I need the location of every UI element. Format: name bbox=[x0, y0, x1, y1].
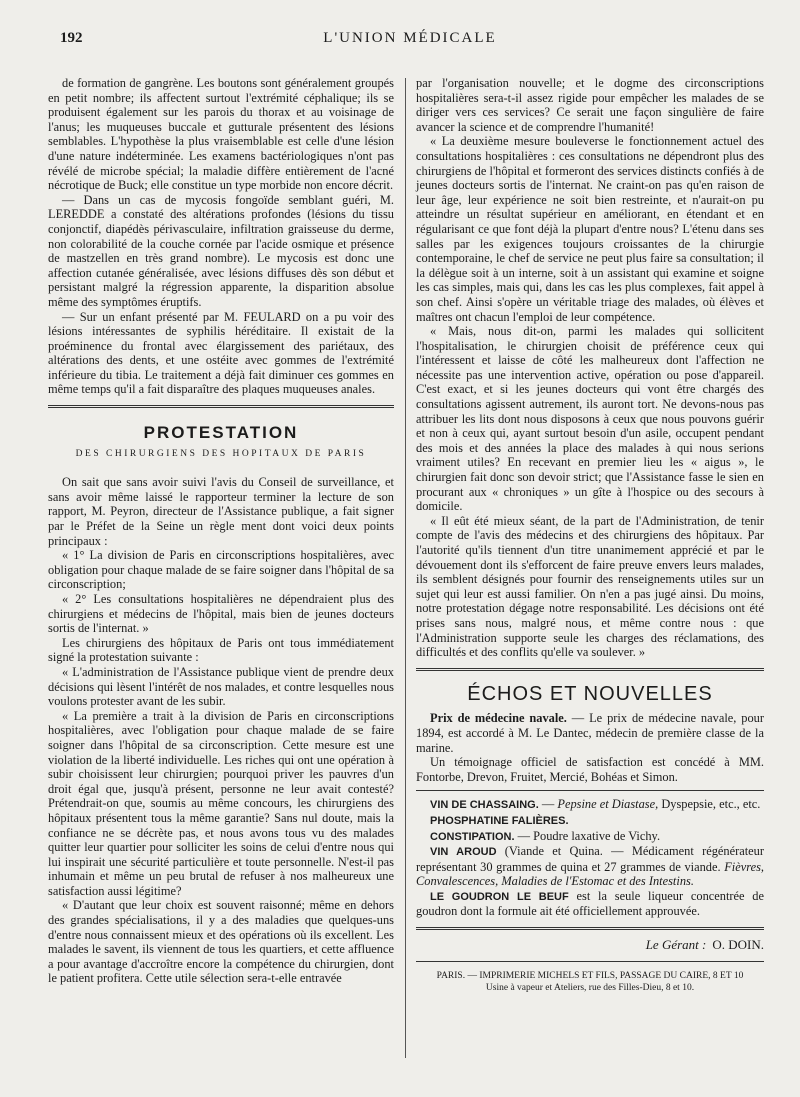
advert-italic: Fièvres, Convalescences, Maladies de l'Estomac et des Intestins. bbox=[416, 859, 764, 889]
advert bbox=[416, 813, 764, 829]
section-divider bbox=[416, 668, 764, 671]
printer-line: Usine à vapeur et Ateliers, rue des Filles-Dieu, 8 et 10. bbox=[485, 982, 695, 993]
article-paragraph: de formation de gangrène. Les boutons sont généralement groupés en petit nombre; ils affectent surtout l'extrémité céphalique; ils se produisent également sur les parois du thorax et au voisinage de l'anus; les muqueuses buccale et gutturale présentent des lésions semblables. L'hypothèse la plus vraisemblable est celle d'une lésion d'une nature indéterminée. Les examens bactériologiques n'ont pas révélé de microbe spécial; la maladie diffère entièrement de l'acné nécrotique de Buck; elle constitue un type morbide non encore décrit. bbox=[48, 76, 394, 193]
column-divider bbox=[405, 78, 406, 1058]
article-paragraph: Les chirurgiens des hôpitaux de Paris ont tous immédiatement signé la protestation suivante : bbox=[48, 635, 394, 665]
article-paragraph: « Il eût été mieux séant, de la part de l'Administration, de tenir compte de l'avis des médecins et des chirurgiens des hôpitaux. Par l'autorité qu'ils tiennent d'un titre unanimement apprécié et par le dévouement dont ils s'efforcent de faire preuve envers leurs malades, ils semblent désignés pour fournir des renseignements utiles sur un sujet qui leur est aussi familier. On n'en a pas jugé ainsi. Du moins, notre protestation dégage notre responsabilité. Les décisions ont été prises sans nous, malgré nous, et même contre nous : que l'Administration supporte seule les charges des réclamations, des difficultés et des conflits qu'elle va soulever. » bbox=[416, 513, 764, 660]
article-paragraph: « D'autant que leur choix est souvent raisonné; même en dehors des grandes spécialisations, il y a des maladies que quelques-uns d'entre nous connaissent mieux et des opérations où ils excellent. Les malades le savent, ils viennent de tous les quartiers, et cette affluence a pour avantage d'accroître encore la compétence du chirurgien, dont le patient profitera. Cette utile sélection sera-t-elle entravée bbox=[48, 898, 394, 986]
article-paragraph: On sait que sans avoir suivi l'avis du Conseil de surveillance, et sans avoir même laissé le rapporteur terminer la lecture de son rapport, M. Peyron, directeur de l'Assistance publique, a fait signer par le Préfet de la Seine un règle ment dont voici deux points principaux : bbox=[48, 475, 394, 548]
advert-italic: Pepsine et Diastase, bbox=[557, 797, 659, 812]
advert-text: — Poudre laxative de Vichy. bbox=[514, 828, 661, 843]
advert bbox=[416, 844, 764, 889]
printer-imprint bbox=[416, 970, 764, 994]
right-column bbox=[416, 76, 764, 994]
footer-divider bbox=[416, 927, 764, 930]
article-paragraph: « Mais, nous dit-on, parmi les malades qui sollicitent l'hospitalisation, le chirurgien choisit de préférence ceux qui l'intéressent et laisse de côté les malheureux dont l'affection ne nécessite pas une intervention active, opération ou pose d'appareil. C'est exact, et si les jeunes docteurs qui vont être chargés des consultations agissent autrement, ils auront tort. Ne devons-nous pas attribuer les lits dont nous disposons à ceux que nous pouvons guérir et non à ceux qui, ayant surtout besoin d'un asile, occupent pendant des mois et des années la place des malades à qui nous serions vraiment utiles? En recevant en premier lieu les « aigus », le chirurgien fait donc son devoir strict; que l'Assistance fasse le sien en procurant aux « chroniques » un gîte à l'hospice ou des secours à domicile. bbox=[416, 324, 764, 514]
article-paragraph: — Sur un enfant présenté par M. FEULARD on a pu voir des lésions intéressantes de syphilis héréditaire. Il existait de la proéminence du frontal avec élargissement des pariétaux, des altérations des dents, et une ostéite avec gommes de l'extrémité inférieure du tibia. Le traitement a déjà fait diminuer ces gommes en même temps qu'il a fait disparaître des plaques muqueuses anales. bbox=[48, 309, 394, 397]
gerant-line bbox=[416, 938, 764, 953]
section-title: PROTESTATION bbox=[143, 423, 299, 443]
article-paragraph: « La deuxième mesure bouleverse le fonctionnement actuel des consultations hospitalières : ces consultations ne dépendront plus des chirurgiens de l'hôpital et formeront des services distincts confiés à de jeunes docteurs sortis de l'internat. Ne craint-on pas qu'en raison de leur âge, leur expérience ne soit bien restreinte, et n'aurait-on pu atteindre un résultat supérieur en améliorant, en étendant et en régularisant ce que font déjà la plupart d'entre nous? L'étenu dans ses salles par les exigences toujours croissantes de la chirurgie contemporaine, le chef de service ne peut plus faire sa consultation; il la délègue soit à un interne, soit à un assistant qui examine et soigne les cas simples, mais qui, dans les cas les plus complexes, fait appel à son chef. Ainsi s'opère un véritable triage des malades, où élèves et maîtres ont chacun l'emploi de leur compétence. bbox=[416, 134, 764, 324]
news-item-text: — Le prix de médecine navale, pour 1894, est accordé à M. Le Dantec, médecin de première classe de la marine. bbox=[416, 711, 764, 755]
printer-line: PARIS. — IMPRIMERIE MICHELS ET FILS, PASSAGE DU CAIRE, 8 ET 10 bbox=[436, 970, 744, 981]
printer-divider bbox=[416, 961, 764, 962]
section-subtitle: DES CHIRURGIENS DES HOPITAUX DE PARIS bbox=[75, 448, 367, 459]
advert-text: — bbox=[538, 797, 558, 812]
advert-title: VIN DE CHASSAING. bbox=[430, 799, 539, 812]
article-paragraph: « 1° La division de Paris en circonscriptions hospitalières, avec obligation pour chaque malade de se faire soigner dans l'hôpital de sa circonscription; bbox=[48, 548, 394, 592]
echos-title: ÉCHOS ET NOUVELLES bbox=[467, 682, 713, 705]
article-paragraph: par l'organisation nouvelle; et le dogme des circonscriptions hospitalières sera-t-il assez rigide pour empêcher les malades de se diriger vers ces services? Ce serait une façon singulière de faire avancer la science et de comprendre l'humanité! bbox=[416, 76, 764, 134]
gerant-name: O. DOIN. bbox=[712, 937, 764, 953]
left-column bbox=[48, 76, 394, 986]
advert bbox=[416, 829, 764, 845]
advert-text: Dyspepsie, etc., etc. bbox=[658, 797, 761, 812]
advert-text: (Viande et Quina. — Médicament régénérateur représentant 30 grammes de quina et 27 grammes de viande. bbox=[416, 844, 764, 874]
advert bbox=[416, 797, 764, 813]
journal-title: L'UNION MÉDICALE bbox=[323, 30, 497, 46]
ads-divider bbox=[416, 790, 764, 791]
advert bbox=[416, 889, 764, 919]
article-paragraph: « La première a trait à la division de Paris en circonscriptions hospitalières, avec l'obligation pour chaque malade de se faire soigner dans l'hôpital de sa circonscription. Cette mesure est une violation de la liberté individuelle. Les riches qui ont une opération à subir choisissent leur chirurgien; pourquoi priver les pauvres d'un droit égal que, jusqu'à présent, personne ne leur avait contesté? Prétendrait-on que, soumis au même concours, les chirurgiens des hôpitaux présentent tous la même garantie? Sans nul doute, mais la confiance ne se décrète pas, et nous avons tous vu des malades quitter leur quartier pour solliciter les soins de celui d'entre nous qui lui inspirait une sécurité particulière et toute personnelle. N'est-il pas inhumain et même un peu brutal de refuser à nos malheureux une satisfaction aussi légitime? bbox=[48, 708, 394, 898]
article-paragraph: — Dans un cas de mycosis fongoïde semblant guéri, M. LEREDDE a constaté des altérations profondes (lésions du tissu conjonctif, diapédès périvasculaire, infiltration graisseuse du derme, non colorabilité de la couche cornée par l'acide osmique et présence de mastzellen en très grand nombre). Le mycosis est donc une affection cutanée généralisée, avec lésions diffuses dès son début et persistant malgré la régression apparente, la disparition absolue même des symptômes éruptifs. bbox=[48, 192, 394, 309]
article-paragraph: « L'administration de l'Assistance publique vient de prendre deux décisions qui lèsent l'intérêt de nos malades, et contre lesquelles nous voulons protester avant de les subir. bbox=[48, 664, 394, 709]
page-number: 192 bbox=[60, 30, 83, 46]
news-item: Un témoignage officiel de satisfaction est concédé à MM. Fontorbe, Drevon, Fruitet, Mercié, Bohéas et Simon. bbox=[416, 755, 764, 784]
news-item bbox=[416, 711, 764, 755]
page-header bbox=[60, 30, 760, 56]
advert-title: CONSTIPATION. bbox=[430, 830, 515, 843]
news-item-title: Prix de médecine navale. bbox=[430, 711, 567, 726]
advert-text: est la seule liqueur concentrée de goudron dont la formule ait été officiellement approuvée. bbox=[416, 888, 764, 919]
advert-title: PHOSPHATINE FALIÈRES. bbox=[430, 814, 569, 827]
advert-title: VIN AROUD bbox=[430, 846, 497, 859]
article-paragraph: « 2° Les consultations hospitalières ne dépendraient plus des chirurgiens et médecins de l'hôpital, mais bien de jeunes docteurs sortis de l'internat. » bbox=[48, 592, 394, 636]
gerant-label: Le Gérant : bbox=[645, 937, 707, 953]
section-divider bbox=[48, 405, 394, 408]
advert-title: LE GOUDRON LE BEUF bbox=[430, 890, 569, 903]
